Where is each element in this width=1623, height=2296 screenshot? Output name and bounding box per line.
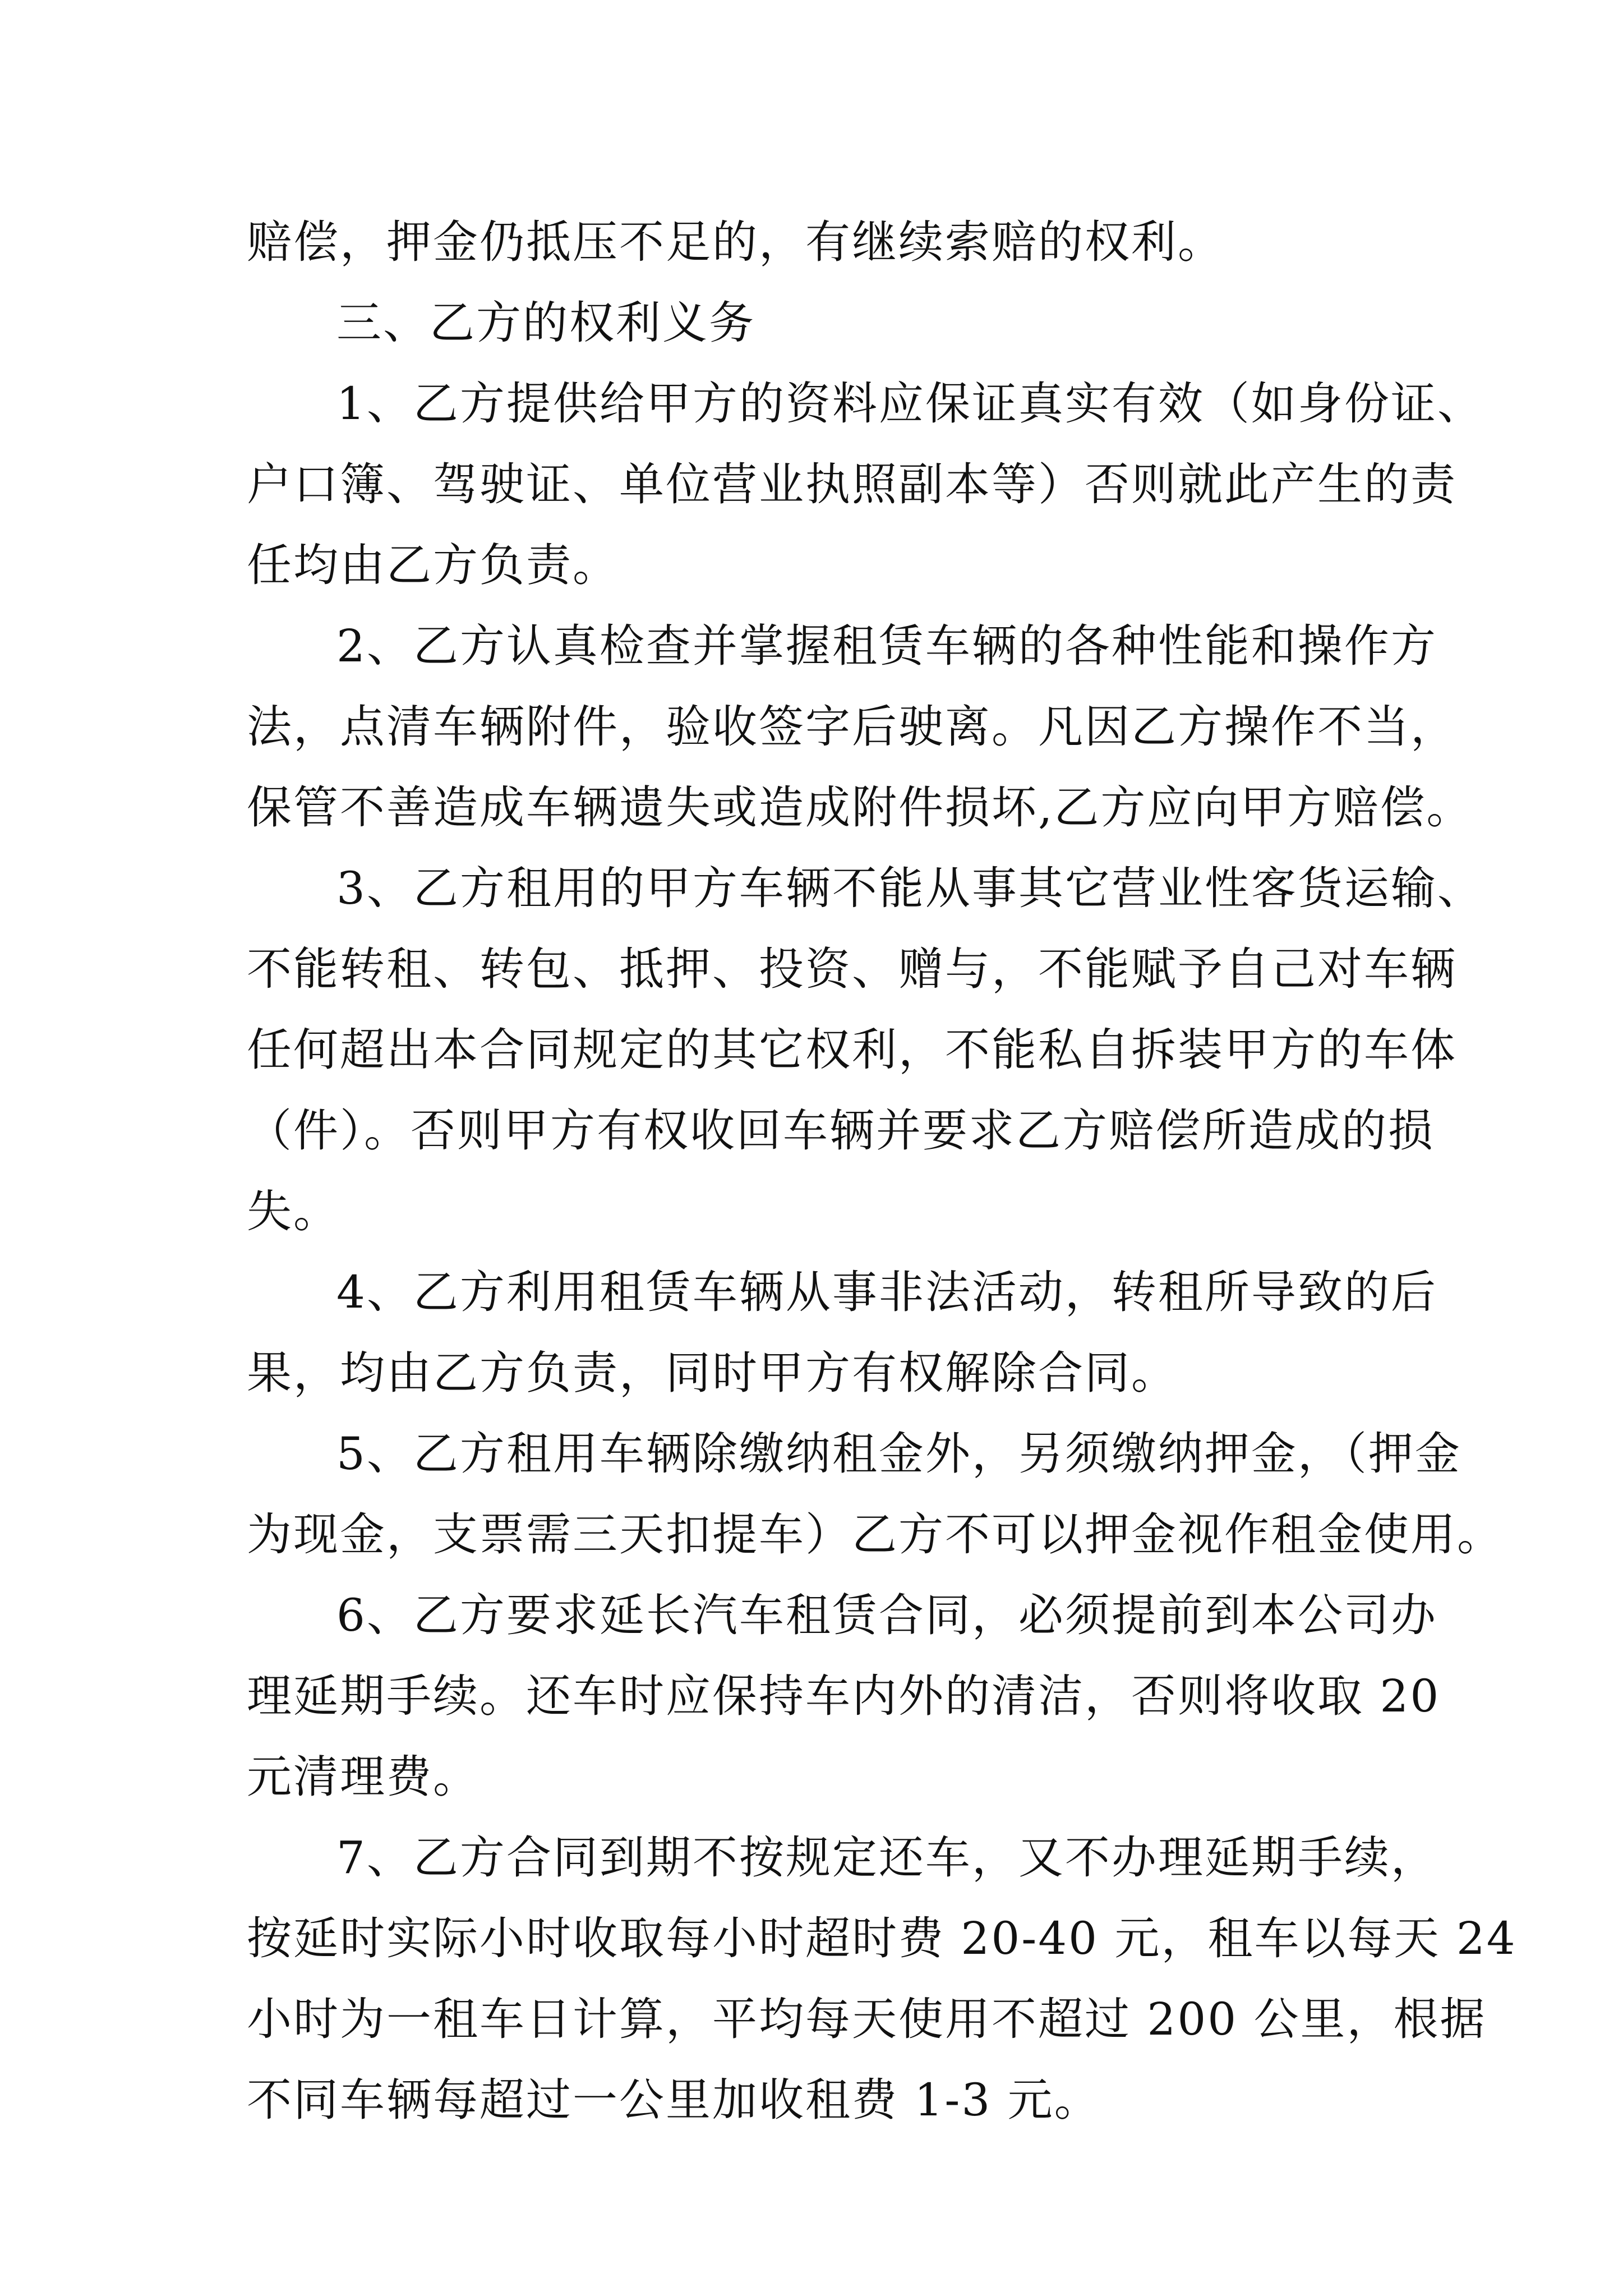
text-line: 7、乙方合同到期不按规定还车，又不办理延期手续， <box>336 1832 1437 1884</box>
text-line: 按延时实际小时收取每小时超时费 20-40 元，租车以每天 24 <box>247 1912 1517 1964</box>
text-line: 不能转租、转包、抵押、投资、赠与，不能赋予自己对车辆 <box>247 943 1457 995</box>
text-line: 5、乙方租用车辆除缴纳租金外，另须缴纳押金，（押金 <box>336 1428 1461 1480</box>
text-line: 户口簿、驾驶证、单位营业执照副本等）否则就此产生的责 <box>247 458 1457 510</box>
text-line: 保管不善造成车辆遗失或造成附件损坏,乙方应向甲方赔偿。 <box>247 781 1473 834</box>
text-line: 4、乙方利用租赁车辆从事非法活动，转租所导致的后 <box>336 1266 1437 1318</box>
text-line: 6、乙方要求延长汽车租赁合同，必须提前到本公司办 <box>336 1589 1437 1641</box>
text-line: 任均由乙方负责。 <box>247 539 619 591</box>
text-line: 1、乙方提供给甲方的资料应保证真实有效（如身份证、 <box>336 378 1484 430</box>
text-line: 为现金，支票需三天扣提车）乙方不可以押金视作租金使用。 <box>247 1508 1504 1561</box>
text-line: 2、乙方认真检查并掌握租赁车辆的各种性能和操作方 <box>336 620 1437 672</box>
text-line: 果，均由乙方负责，同时甲方有权解除合同。 <box>247 1347 1178 1399</box>
section-heading: 三、乙方的权利义务 <box>336 297 755 349</box>
text-line: 理延期手续。还车时应保持车内外的清洁，否则将收取 20 <box>247 1670 1441 1722</box>
text-line: 赔偿，押金仍抵压不足的，有继续索赔的权利。 <box>247 216 1224 268</box>
document-body <box>247 202 1517 2141</box>
text-line: 元清理费。 <box>247 1751 479 1803</box>
text-line: 小时为一租车日计算，平均每天使用不超过 200 公里，根据 <box>247 1993 1487 2045</box>
text-line: 不同车辆每超过一公里加收租费 1-3 元。 <box>247 2074 1101 2126</box>
text-line: 任何超出本合同规定的其它权利，不能私自拆装甲方的车体 <box>247 1024 1457 1076</box>
text-line: （件）。否则甲方有权收回车辆并要求乙方赔偿所造成的损 <box>247 1105 1435 1157</box>
text-line: 失。 <box>247 1185 340 1237</box>
text-line: 法，点清车辆附件，验收签字后驶离。凡因乙方操作不当， <box>247 701 1457 753</box>
text-line: 3、乙方租用的甲方车辆不能从事其它营业性客货运输、 <box>336 862 1484 914</box>
